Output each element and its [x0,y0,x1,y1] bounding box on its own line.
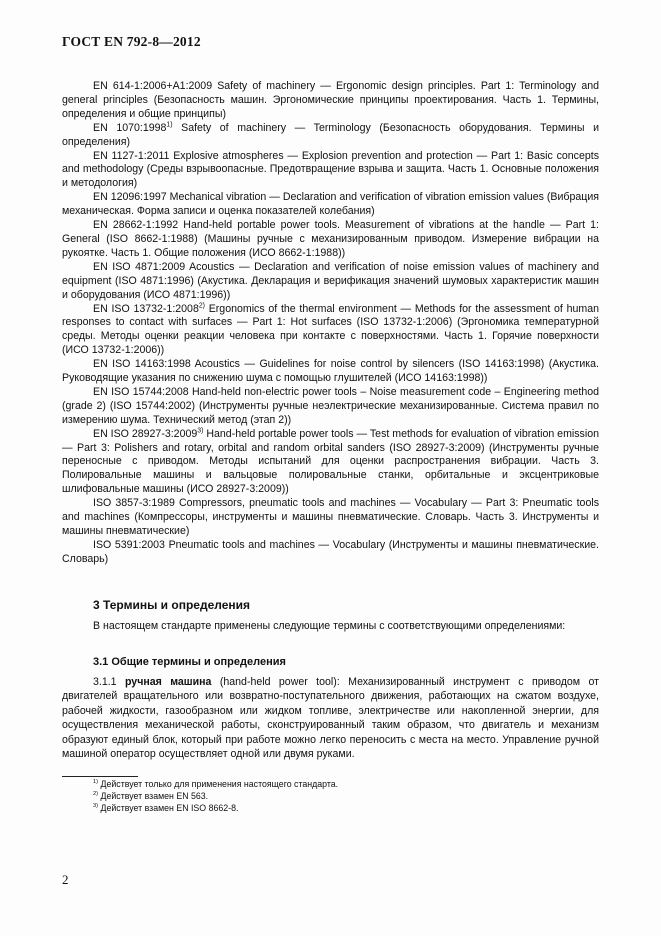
reference-item [62,219,599,261]
footnote-marker: 3) [197,427,204,435]
normative-references [62,80,599,567]
footnote [93,790,338,802]
reference-item [62,497,599,539]
reference-item [62,80,599,122]
footnote-mark: 3) [93,803,99,810]
reference-text: EN ISO 28927-3:2009 [93,427,198,440]
footnotes [93,778,338,815]
reference-text: EN ISO 4871:2009 Acoustics — Declaration and verification of noise emission values of machinery and equipment (ISO 4871:1996) (Акустика. Декларация и верификация значений шумовых характеристик машин и оборудования (ИСО 4871:1996)) [62,260,599,301]
reference-text: EN 1070:1998 [93,121,167,134]
reference-text: EN ISO 15744:2008 Hand-held non-electric power tools – Noise measurement code – Engineering method (grade 2) (ISO 15744:2002) (Инструменты ручные неэлектрические механизированные. Система правил по измерению шума. Технический метод (этап 2)) [62,385,599,426]
section-intro: В настоящем стандарте применены следующие термины с соответствующими определениями: [93,620,566,632]
reference-text-continued: Ergonomics of the thermal environment — Methods for the assessment of human responses to contact with surfaces — Part 1: Hot surfaces (ISO 13732-1:2006) (Эргономика температурной среды. Методы оценки реакции человека при контакте с поверхностями. Часть 1. Горячие поверхности (ИСО 13732-1:2006)) [62,302,600,357]
reference-item [62,386,599,428]
reference-text: EN 12096:1997 Mechanical vibration — Declaration and verification of vibration emission values (Вибрация механическая. Форма записи и оценка показателей колебания) [62,191,599,218]
reference-text: ISO 5391:2003 Pneumatic tools and machines — Vocabulary (Инструменты и машины пневматические. Словарь) [62,538,599,565]
footnote [93,778,338,790]
footnote [93,802,338,814]
reference-item [62,358,599,386]
footnote-separator [62,776,138,777]
footnote-text: Действует взамен EN 563. [98,791,209,802]
reference-text: EN ISO 13732-1:2008 [93,302,199,315]
reference-item [62,539,599,567]
reference-text: EN ISO 14163:1998 Acoustics — Guidelines for noise control by silencers (ISO 14163:1998) (Акустика. Руководящие указания по снижению шума с помощью глушителей (ИСО 14163:1998)) [62,358,599,385]
footnote-marker: 2) [198,301,205,309]
definition-term: ручная машина [124,676,212,688]
footnote-marker: 1) [166,121,173,129]
reference-text: EN 28662-1:1992 Hand-held portable power tools. Measurement of vibrations at the handle — Part 1: General (ISO 8662-1:1988) (Машины ручные с механизированным приводом. Измерение вибрации на рукоятке. Часть 1. Общие положения (ИСО 8662-1:1988)) [62,219,599,259]
reference-item [62,150,599,192]
footnote-text: Действует только для применения настоящего стандарта. [98,779,339,789]
footnote-text: Действует взамен EN ISO 8662-8. [98,803,239,814]
reference-item [62,261,599,303]
reference-item [62,428,599,498]
reference-item [62,122,599,150]
page-number: 2 [62,872,69,887]
footnote-mark: 2) [93,791,99,798]
reference-text: EN 1127-1:2011 Explosive atmospheres — Explosion prevention and protection — Part 1: Basic concepts and methodology (Среды взрывоопасные. Предотвращение взрыва и защита. Часть 1. Основные положения и методология) [62,149,599,190]
reference-item [62,303,599,359]
definition-3-1-1 [62,675,599,761]
definition-text: (hand-held power tool): Механизированный инструмент с приводом от двигателей вращательного или возвратно-поступательного движения, работающих на сжатом воздухе, рабочей жидкости, газообразном или жидком топливе, электричестве или накопленной энергии, для осуществления механической работы, сконструированный таким образом, что двигатель и механизм образуют единый блок, который при работе можно легко переносить с места на место. Управление ручной машиной оператор осуществляет одной или двумя руками. [62,676,599,761]
subsection-title: 3.1 Общие термины и определения [93,656,286,668]
definition-number: 3.1.1 [93,676,117,688]
reference-item [62,191,599,219]
reference-text-continued: Safety of machinery — Terminology (Безопасность оборудования. Термины и определения) [62,121,599,148]
reference-text: ISO 3857-3:1989 Compressors, pneumatic tools and machines — Vocabulary — Part 3: Pneumatic tools and machines (Компрессоры, инструменты и машины пневматические. Словарь. Часть 3. Инструменты и машины пневматические) [62,497,599,537]
reference-text: EN 614-1:2006+A1:2009 Safety of machinery — Ergonomic design principles. Part 1: Terminology and general principles (Безопасность машин. Эргономические принципы проектирования. Часть 1. Термины, определения и общие принципы) [62,80,599,120]
section-title: 3 Термины и определения [93,598,251,612]
footnote-mark: 1) [93,779,99,786]
page-header: ГОСТ EN 792-8—2012 [62,34,201,49]
reference-text-continued: Hand-held portable power tools — Test methods for evaluation of vibration emission — Part 3: Polishers and rotary, orbital and random orbital sanders (ISO 28927-3:2009) (Инструменты ручные переносные с приводом. Методы испытаний для оценки распространения вибрации. Часть 3. Полировальные машины и вальцовые полировальные станки, орбитальные и эксцентриковые шлифовальные машины (ИСО 28927-3:2009)) [62,427,599,496]
